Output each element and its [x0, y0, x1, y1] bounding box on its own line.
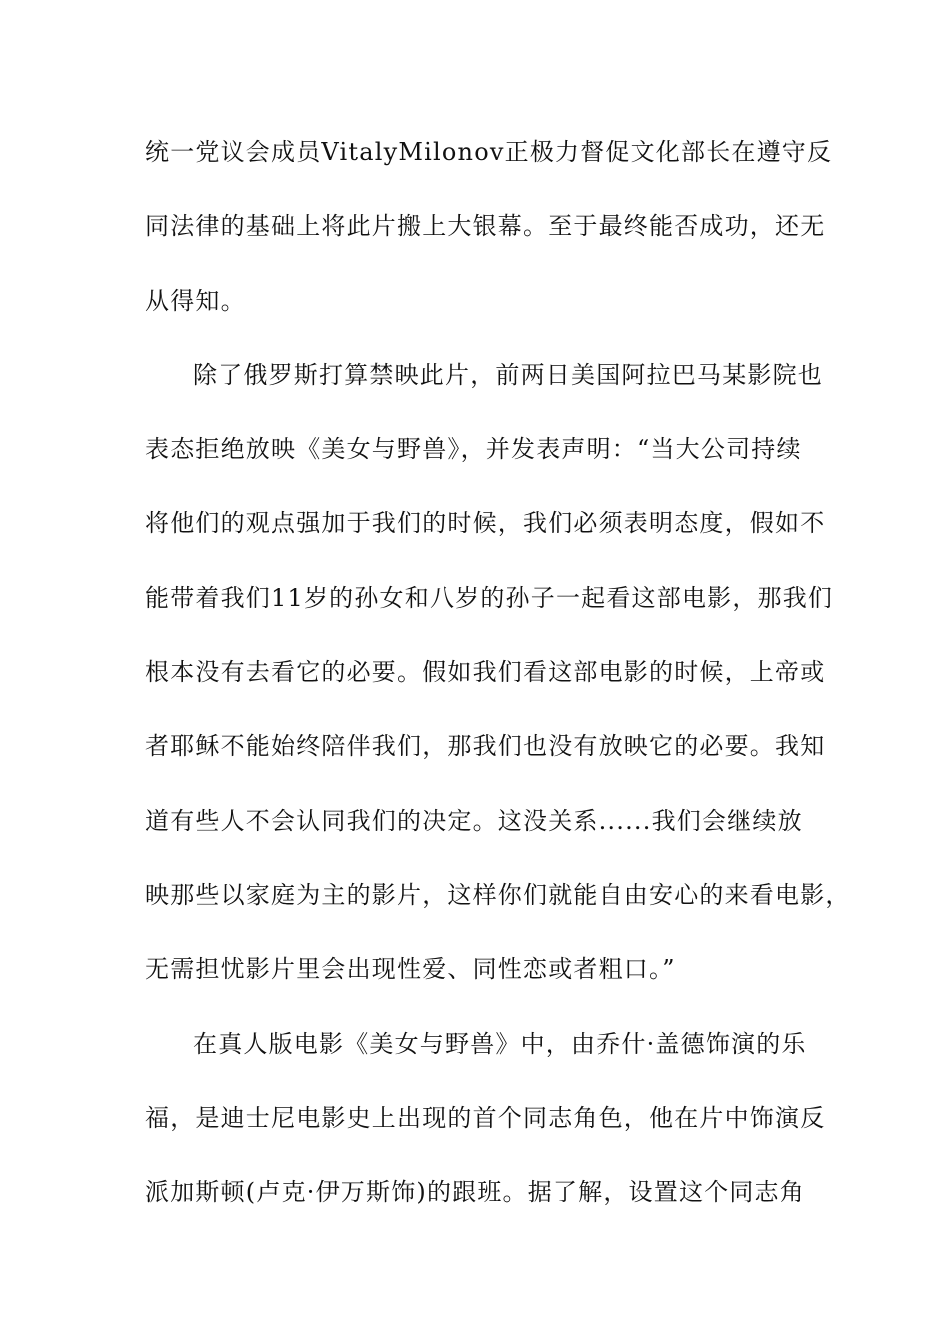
text-line: 能带着我们11岁的孙女和八岁的孙子一起看这部电影，那我们: [145, 583, 834, 612]
text-line: 同法律的基础上将此片搬上大银幕。至于最终能否成功，还无: [145, 212, 826, 241]
paragraph-start-line: 除了俄罗斯打算禁映此片，前两日美国阿拉巴马某影院也: [193, 360, 823, 389]
text-line: 无需担忧影片里会出现性爱、同性恋或者粗口。”: [145, 955, 676, 984]
paragraph-start-line: 在真人版电影《美女与野兽》中，由乔什·盖德饰演的乐: [193, 1029, 807, 1058]
text-line: 道有些人不会认同我们的决定。这没关系......我们会继续放: [145, 806, 803, 835]
article-body: [145, 130, 851, 1244]
text-line: 从得知。: [145, 286, 246, 315]
text-line: 统一党议会成员VitalyMilonov正极力督促文化部长在遵守反: [145, 138, 833, 166]
text-line: 将他们的观点强加于我们的时候，我们必须表明态度，假如不: [145, 509, 826, 538]
text-line: 映那些以家庭为主的影片，这样你们就能自由安心的来看电影，: [145, 880, 851, 909]
text-line: 表态拒绝放映《美女与野兽》，并发表声明：“当大公司持续: [145, 435, 802, 464]
text-line: 福，是迪士尼电影史上出现的首个同志角色，他在片中饰演反: [145, 1103, 826, 1132]
text-line: 派加斯顿(卢克·伊万斯饰)的跟班。据了解，设置这个同志角: [145, 1178, 805, 1207]
text-line: 者耶稣不能始终陪伴我们，那我们也没有放映它的必要。我知: [145, 732, 826, 761]
text-line: 根本没有去看它的必要。假如我们看这部电影的时候，上帝或: [145, 658, 826, 687]
